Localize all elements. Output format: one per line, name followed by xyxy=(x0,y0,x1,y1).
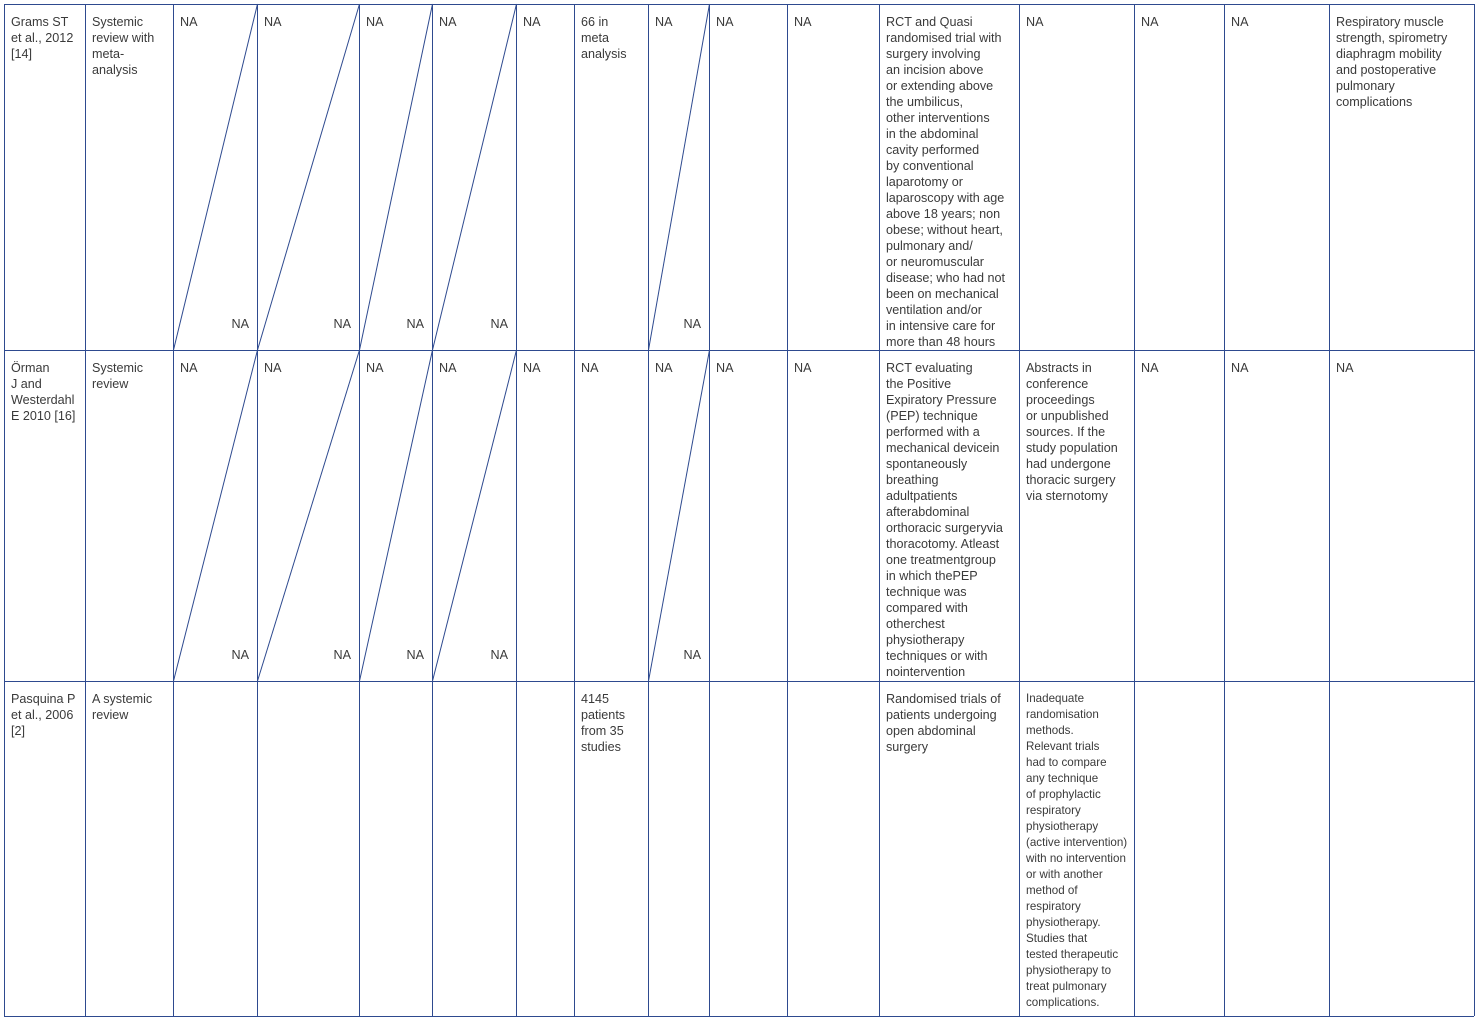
diagonal-cell-label: NA xyxy=(231,317,249,331)
diagonal-cell-label: NA xyxy=(490,648,508,662)
table-cell: Pasquina P et al., 2006 [2] xyxy=(11,692,76,738)
table-cell xyxy=(709,681,787,1016)
table-cell: NA xyxy=(1336,361,1354,375)
table-cell: NA xyxy=(794,361,812,375)
table-cell: A systemic review xyxy=(92,692,153,722)
table-cell: Systemic review xyxy=(92,361,144,391)
table-cell: Randomised trials of patients undergoing open abdominal surgery xyxy=(886,692,1001,754)
table-cell: NA xyxy=(794,15,812,29)
table-cell: NA xyxy=(1231,15,1249,29)
table-cell: NA xyxy=(716,361,734,375)
table-cell: NA xyxy=(581,361,599,375)
table-cell xyxy=(1134,681,1224,1016)
diagonal-cell-label: NA xyxy=(231,648,249,662)
table-cell: NA xyxy=(1141,361,1159,375)
table-cell: NA xyxy=(1141,15,1159,29)
table-cell: Inadequate randomisation methods. Relevant trials had to compare any technique of prophylactic respiratory physiotherapy (active intervention) with no intervention or with another method of respiratory physiotherapy. Studies that tested therapeutic physiotherapy to treat pulmonary complications. xyxy=(1026,692,1128,1009)
table-cell: 66 in meta analysis xyxy=(581,15,627,61)
table-cell xyxy=(1224,681,1329,1016)
table-cell xyxy=(432,681,516,1016)
table-cell: NA xyxy=(439,361,457,375)
diagonal-cell-label: NA xyxy=(333,648,351,662)
table-cell: 4145 patients from 35 studies xyxy=(581,692,626,754)
table-cell: NA xyxy=(716,15,734,29)
table-cell: NA xyxy=(366,15,384,29)
table-cell: NA xyxy=(1231,361,1249,375)
table-cell: NA xyxy=(439,15,457,29)
table-cell: NA xyxy=(523,361,541,375)
table-cell xyxy=(516,681,574,1016)
diagonal-cell-label: NA xyxy=(406,648,424,662)
table-cell: NA xyxy=(1026,15,1044,29)
table-cell xyxy=(257,681,359,1016)
table-cell: NA xyxy=(655,15,673,29)
table-cell: RCT and Quasi randomised trial with surgery involving an incision above or extending above the umbilicus, other interventions in the abdominal cavity performed by conventional laparotomy or laparoscopy with age above 18 years; non obese; without heart, pulmonary and/ or neuromuscular disease; who had not been on mechanical ventilation and/or in intensive care for more than 48 hours xyxy=(886,15,1006,349)
table-cell: Örman J and Westerdahl E 2010 [16] xyxy=(11,361,76,423)
table-cell xyxy=(648,681,709,1016)
table-cell: Systemic review with meta- analysis xyxy=(92,15,155,77)
table-cell xyxy=(787,681,879,1016)
table-cell: Grams ST et al., 2012 [14] xyxy=(11,15,74,61)
table-cell: NA xyxy=(180,15,198,29)
table-cell: RCT evaluating the Positive Expiratory Pressure (PEP) technique performed with a mechanical devicein spontaneously breathing adultpatients afterabdominal orthoracic surgeryvia thoracotomy. Atleast one treatmentgroup in which thePEP technique was compared with otherchest physiotherapy techniques or with nointervention xyxy=(886,361,1003,679)
table-cell: Abstracts in conference proceedings or unpublished sources. If the study population had undergone thoracic surgery via sternotomy xyxy=(1026,361,1118,503)
diagonal-cell-label: NA xyxy=(683,648,701,662)
table-cell: NA xyxy=(180,361,198,375)
table-cell: NA xyxy=(264,15,282,29)
diagonal-cell-label: NA xyxy=(406,317,424,331)
table-cell: NA xyxy=(264,361,282,375)
diagonal-cell-label: NA xyxy=(683,317,701,331)
diagonal-cell-label: NA xyxy=(490,317,508,331)
table-cell: NA xyxy=(655,361,673,375)
table-cell xyxy=(359,681,432,1016)
diagonal-cell-label: NA xyxy=(333,317,351,331)
table-cell: NA xyxy=(366,361,384,375)
table-cell xyxy=(1329,681,1474,1016)
table-cell: NA xyxy=(523,15,541,29)
table-cell xyxy=(173,681,257,1016)
table-cell: Respiratory muscle strength, spirometry diaphragm mobility and postoperative pulmonary complications xyxy=(1336,15,1448,109)
